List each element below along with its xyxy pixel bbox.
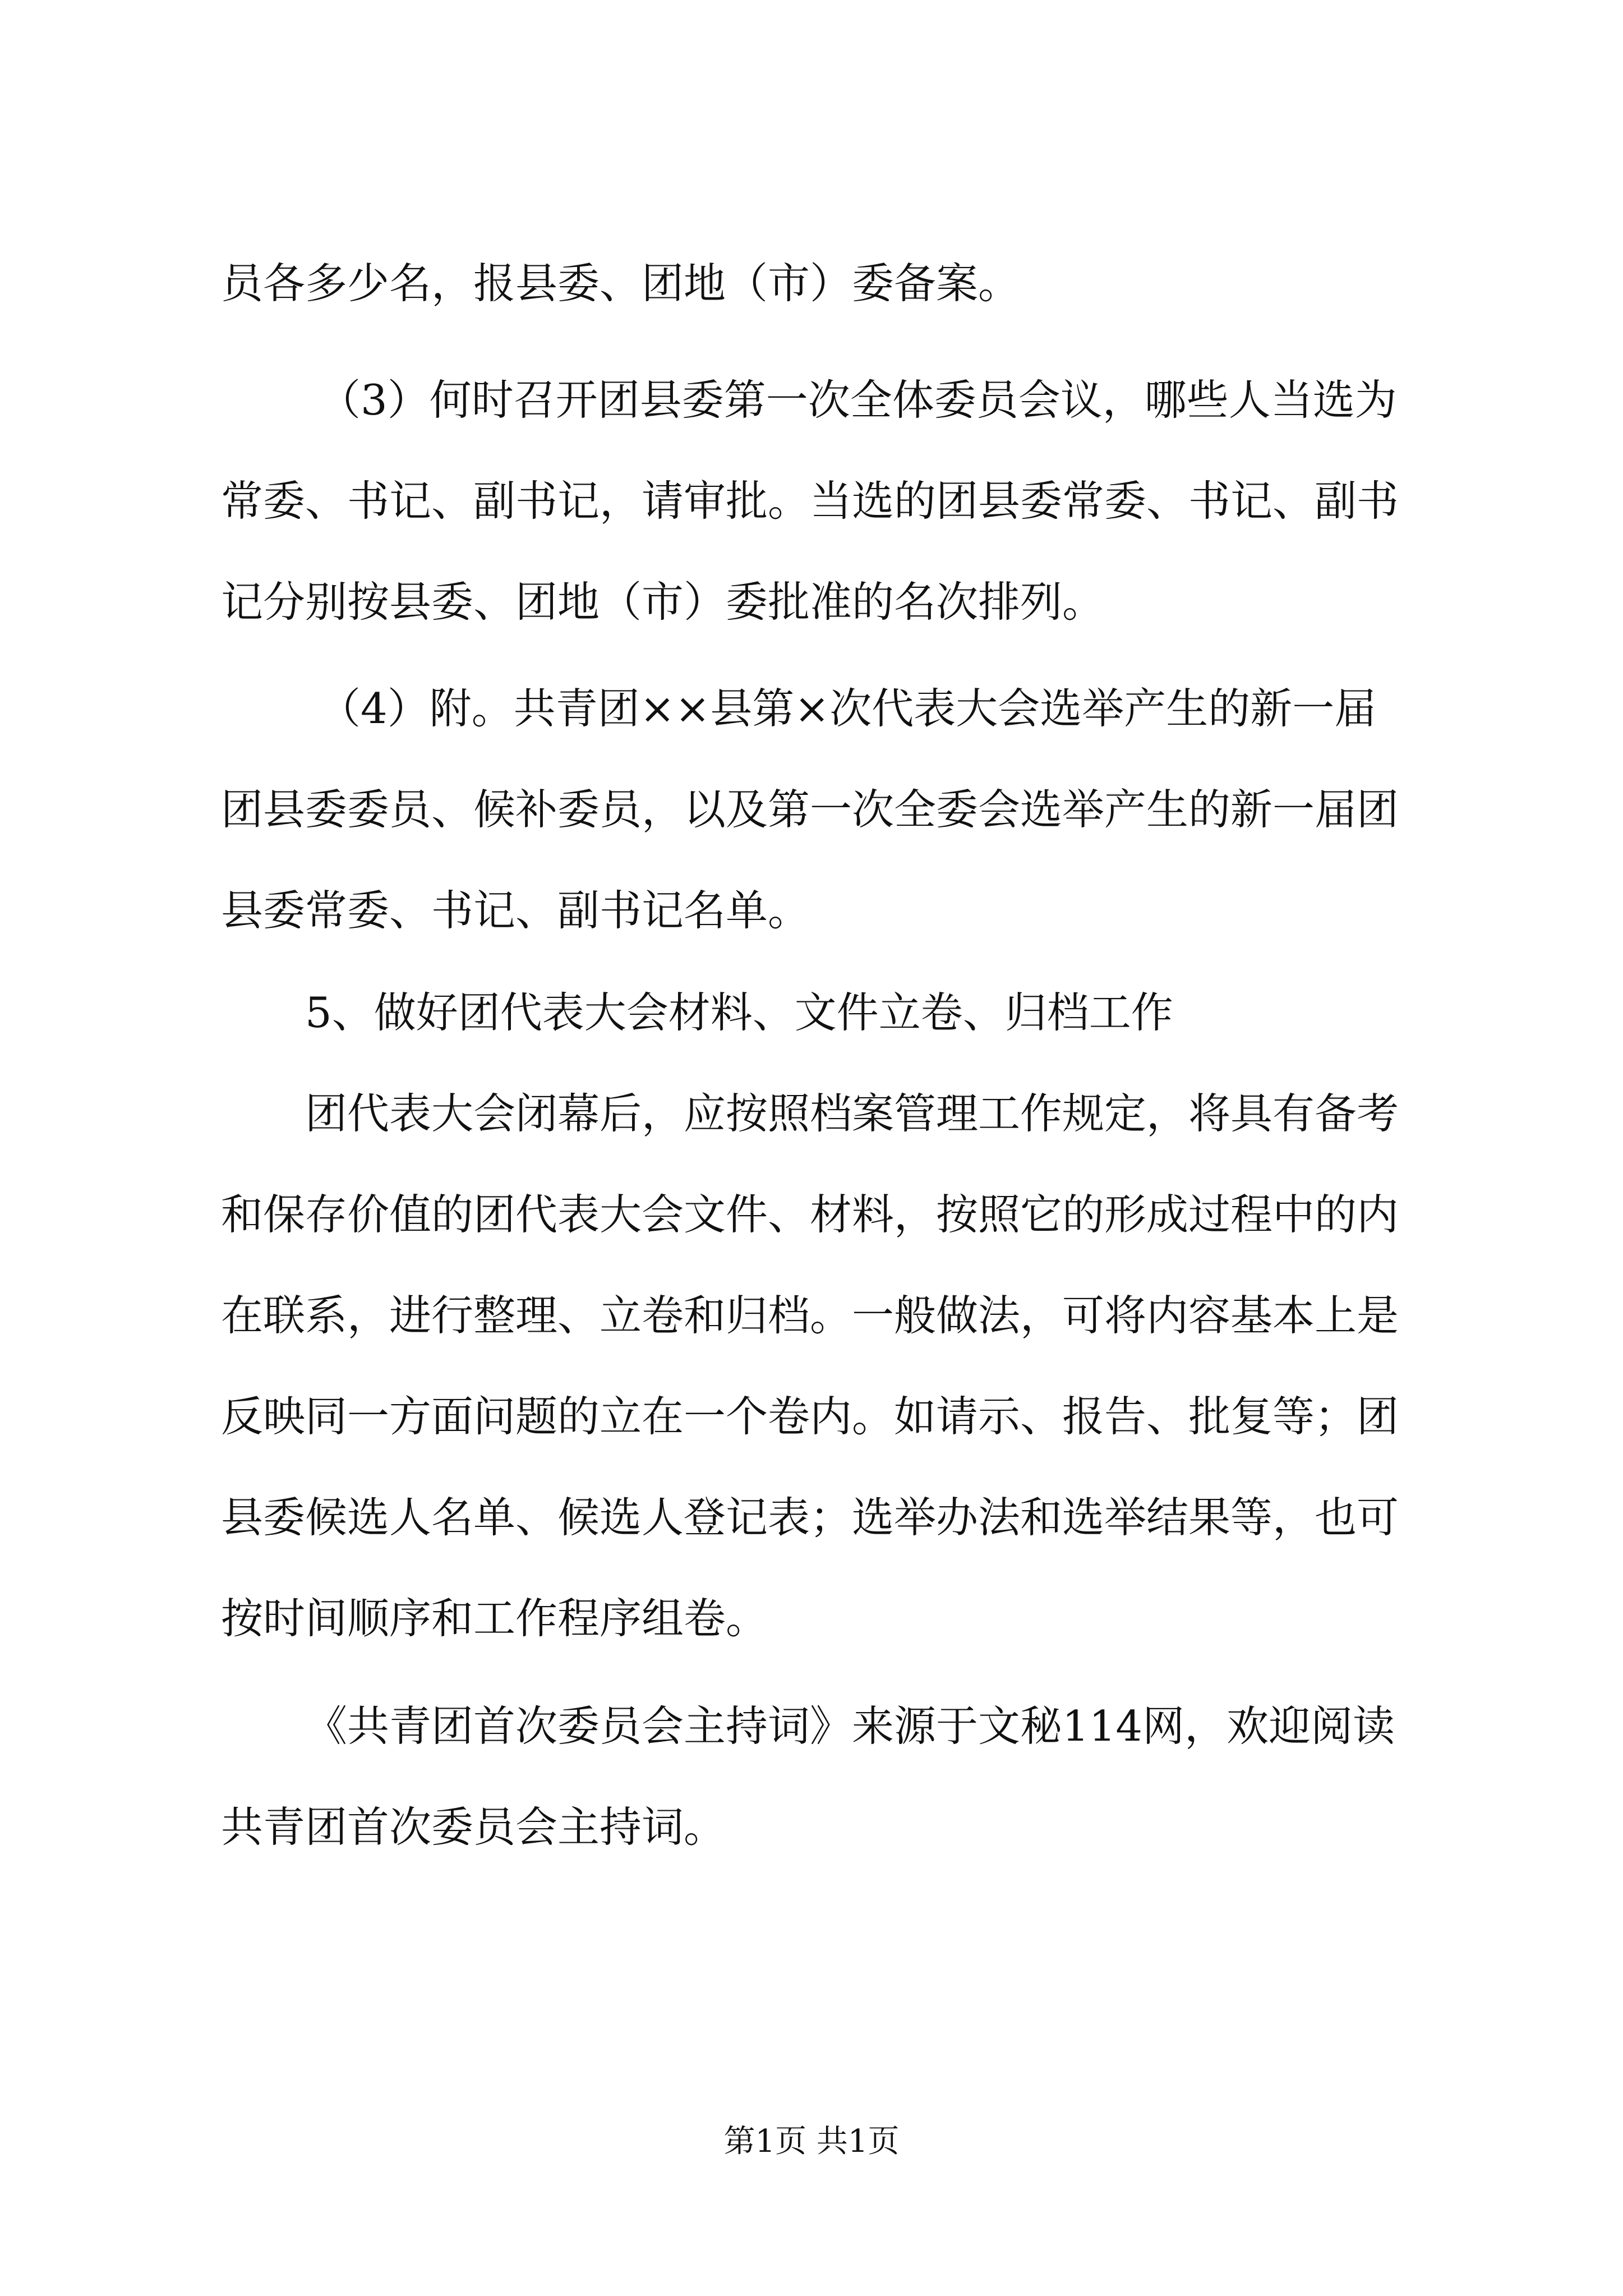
- text-line: 员各多少名，报县委、团地（市）委备案。: [221, 259, 1021, 308]
- text-line: 团县委委员、候补委员，以及第一次全委会选举产生的新一届团: [221, 785, 1399, 834]
- text-line: 反映同一方面问题的立在一个卷内。如请示、报告、批复等；团: [221, 1392, 1399, 1441]
- text-line: （3）何时召开团县委第一次全体委员会议，哪些人当选为: [319, 375, 1397, 425]
- text-line: 县委常委、书记、副书记名单。: [221, 886, 810, 935]
- text-line: 常委、书记、副书记，请审批。当选的团县委常委、书记、副书: [221, 476, 1399, 526]
- text-line: 在联系，进行整理、立卷和归档。一般做法，可将内容基本上是: [221, 1291, 1399, 1340]
- section-heading: 5、做好团代表大会材料、文件立卷、归档工作: [305, 988, 1173, 1037]
- text-line: 按时间顺序和工作程序组卷。: [221, 1594, 768, 1643]
- page-number-footer: 第1页 共1页: [723, 2123, 900, 2160]
- text-line: 团代表大会闭幕后，应按照档案管理工作规定，将具有备考: [305, 1089, 1399, 1138]
- text-line: 和保存价值的团代表大会文件、材料，按照它的形成过程中的内: [221, 1190, 1399, 1239]
- source-note-line: 共青团首次委员会主持词。: [221, 1802, 726, 1852]
- source-note-line: 《共青团首次委员会主持词》来源于文秘114网，欢迎阅读: [305, 1701, 1395, 1751]
- text-line: （4）附。共青团××县第×次代表大会选举产生的新一届: [319, 684, 1377, 733]
- text-line: 县委候选人名单、候选人登记表；选举办法和选举结果等，也可: [221, 1493, 1399, 1542]
- text-line: 记分别按县委、团地（市）委批准的名次排列。: [221, 577, 1105, 627]
